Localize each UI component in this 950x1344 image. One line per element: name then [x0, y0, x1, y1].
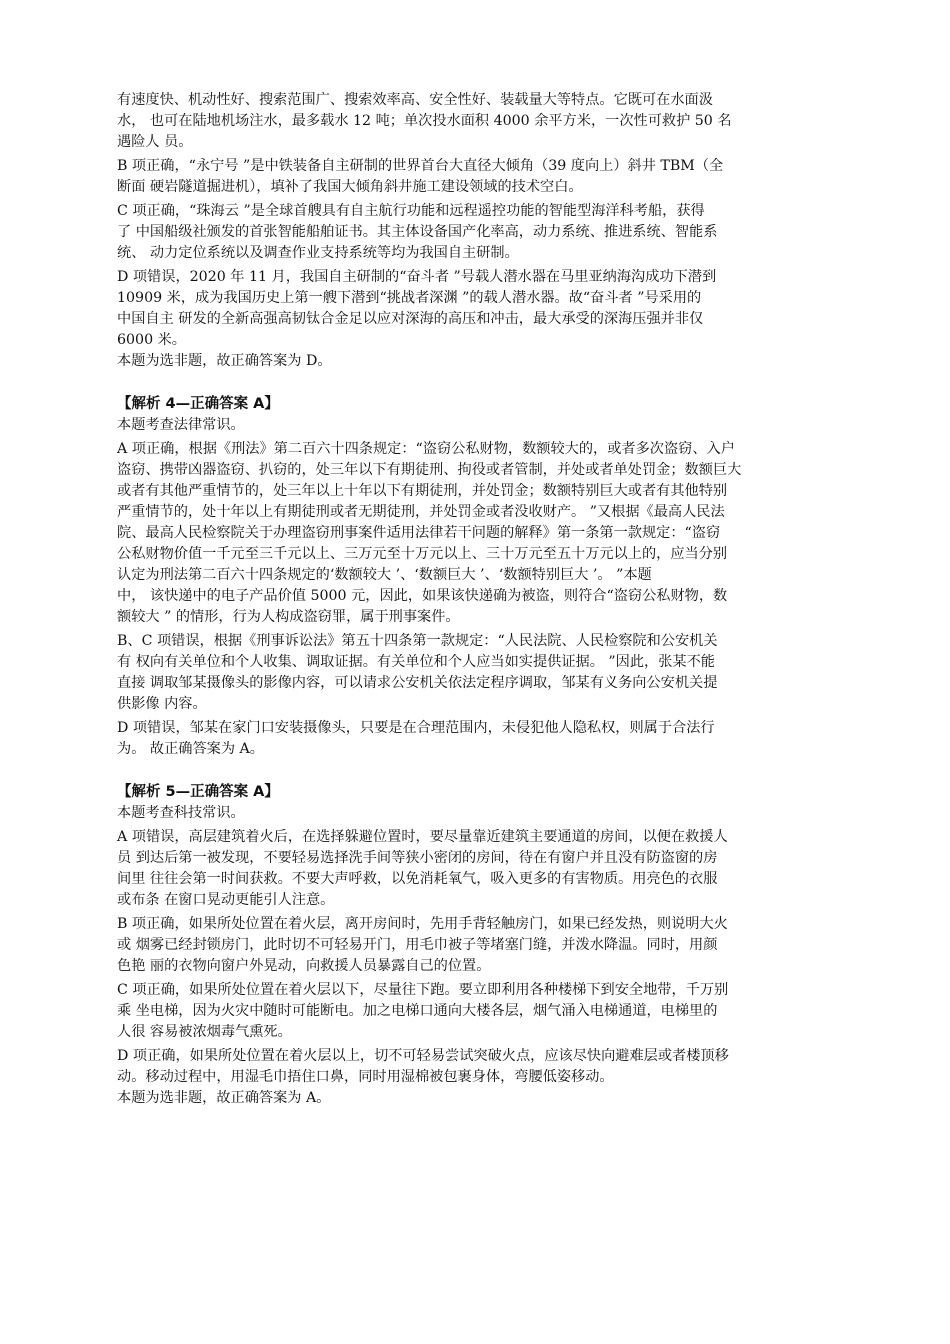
- section3-conclusion: 本题为选非题，故正确答案为 D。: [117, 353, 332, 369]
- text-line: A 项错误，高层建筑着火后，在选择躲避位置时，要尽量靠近建筑主要通道的房间，以便在救援人: [117, 829, 728, 845]
- text-line: 或布条 在窗口晃动更能引人注意。: [117, 892, 335, 908]
- paragraph-section3-b: [117, 156, 835, 198]
- paragraph-section4-d: [117, 718, 835, 760]
- text-line: 了 中国船级社颁发的首张智能船舶证书。其主体设备国产化率高，动力系统、推进系统、智能系: [117, 224, 718, 240]
- text-line: 水， 也可在陆地机场注水，最多载水 12 吨；单次投水面积 4000 余平方米，一次性可救护 50 名: [117, 113, 732, 129]
- text-line: B、C 项错误，根据《刑事诉讼法》第五十四条第一款规定：“人民法院、人民检察院和公安机关: [117, 633, 718, 649]
- section-gap: [117, 372, 835, 394]
- text-line: 遇险人 员。: [117, 134, 193, 150]
- section-gap: [117, 760, 835, 782]
- text-line: 统、 动力定位系统以及调查作业支持系统等均为我国自主研制。: [117, 245, 519, 261]
- text-line: 供影像 内容。: [117, 696, 207, 712]
- section4-heading: 【解析 4—正确答案 A】: [117, 396, 279, 412]
- text-line: D 项正确，如果所处位置在着火层以上，切不可轻易尝试突破火点，应该尽快向避难层或者楼顶移: [117, 1048, 729, 1064]
- section4-intro: 本题考查法律常识。: [117, 417, 245, 433]
- text-line: 员 到达后第一被发现，不要轻易选择洗手间等狭小密闭的房间，待在有窗户并且没有防盗窗的房: [117, 850, 718, 866]
- text-line: 院、最高人民检察院关于办理盗窃刑事案件适用法律若干问题的解释》第一条第一款规定：“盗窃: [117, 525, 721, 541]
- text-line: 色艳 丽的衣物向窗户外晃动，向救援人员暴露自己的位置。: [117, 958, 491, 974]
- paragraph-section4-a: [117, 439, 835, 628]
- document-page: [117, 90, 835, 1109]
- text-line: 中国自主 研发的全新高强高韧钛合金足以应对深海的高压和冲击，最大承受的深海压强并非仅: [117, 311, 704, 327]
- text-line: 或 烟雾已经封锁房门，此时切不可轻易开门，用毛巾被子等堵塞门缝，并泼水降温。同时，用颜: [117, 937, 718, 953]
- text-line: 断面 硬岩隧道掘进机），填补了我国大倾角斜井施工建设领域的技术空白。: [117, 179, 583, 195]
- text-line: 或者有其他严重情节的，处三年以上十年以下有期徒刑，并处罚金；数额特别巨大或者有其他特别: [117, 483, 728, 499]
- section5-heading: 【解析 5—正确答案 A】: [117, 784, 279, 800]
- text-line: 乘 坐电梯，因为火灾中随时可能断电。加之电梯口通向大楼各层，烟气涌入电梯通道，电梯里的: [117, 1003, 718, 1019]
- text-line: 有速度快、机动性好、搜索范围广、搜索效率高、安全性好、装载量大等特点。它既可在水面汲: [117, 92, 713, 108]
- text-line: C 项正确，“珠海云 ”是全球首艘具有自主航行功能和远程遥控功能的智能型海洋科考船，获得: [117, 203, 705, 219]
- text-line: 有 权向有关单位和个人收集、调取证据。有关单位和个人应当如实提供证据。 ”因此，张某不能: [117, 654, 715, 670]
- text-line: 直接 调取邹某摄像头的影像内容，可以请求公安机关依法定程序调取，邹某有义务向公安机关提: [117, 675, 718, 691]
- text-line: 为。 故正确答案为 A。: [117, 741, 264, 757]
- text-line: 严重情节的，处十年以上有期徒刑或者无期徒刑，并处罚金或者没收财产。 ”又根据《最高人民法: [117, 504, 725, 520]
- text-line: D 项错误，邹某在家门口安装摄像头，只要是在合理范围内，未侵犯他人隐私权，则属于合法行: [117, 720, 715, 736]
- paragraph-section5-a: [117, 827, 835, 911]
- paragraph-section3-a: [117, 90, 835, 153]
- text-line: A 项正确，根据《刑法》第二百六十四条规定：“盗窃公私财物，数额较大的，或者多次盗窃、入户: [117, 441, 735, 457]
- section5-conclusion: 本题为选非题，故正确答案为 A。: [117, 1090, 331, 1106]
- text-line: D 项错误，2020 年 11 月，我国自主研制的“奋斗者 ”号载人潜水器在马里亚纳海沟成功下潜到: [117, 269, 717, 285]
- text-line: 盗窃、携带凶器盗窃、扒窃的，处三年以下有期徒刑、拘役或者管制，并处或者单处罚金；数额巨大: [117, 462, 742, 478]
- text-line: C 项正确，如果所处位置在着火层以下，尽量往下跑。要立即利用各种楼梯下到安全地带，千万别: [117, 982, 729, 998]
- text-line: 额较大 ” 的情形，行为人构成盗窃罪，属于刑事案件。: [117, 609, 460, 625]
- paragraph-section4-bc: [117, 631, 835, 715]
- paragraph-section5-c: [117, 980, 835, 1043]
- text-line: 认定为刑法第二百六十四条规定的‘数额较大 ’、‘数额巨大 ’、‘数额特别巨大 ’。 ”本题: [117, 567, 652, 583]
- paragraph-section3-d: [117, 267, 835, 351]
- text-line: 中， 该快递中的电子产品价值 5000 元，因此，如果该快递确为被盗，则符合“盗窃公私财物，数: [117, 588, 728, 604]
- paragraph-section5-d: [117, 1046, 835, 1088]
- text-line: 公私财物价值一千元至三千元以上、三万元至十万元以上、三十万元至五十万元以上的，应当分别: [117, 546, 728, 562]
- text-line: 10909 米，成为我国历史上第一艘下潜到“挑战者深渊 ”的载人潜水器。故“奋斗者 ”号采用的: [117, 290, 702, 306]
- text-line: 间里 往往会第一时间获救。不要大声呼救，以免消耗氧气，吸入更多的有害物质。用亮色的衣服: [117, 871, 718, 887]
- section5-intro: 本题考查科技常识。: [117, 805, 245, 821]
- paragraph-section3-c: [117, 201, 835, 264]
- text-line: 6000 米。: [117, 332, 186, 348]
- paragraph-section5-b: [117, 914, 835, 977]
- text-line: 人很 容易被浓烟毒气熏死。: [117, 1024, 292, 1040]
- text-line: B 项正确，如果所处位置在着火层，离开房间时，先用手背轻触房门，如果已经发热，则说明大火: [117, 916, 728, 932]
- text-line: B 项正确，“永宁号 ”是中铁装备自主研制的世界首台大直径大倾角（39 度向上）斜井 TBM（全: [117, 158, 724, 174]
- text-line: 动。移动过程中，用湿毛巾捂住口鼻，同时用湿棉被包裹身体，弯腰低姿移动。: [117, 1069, 614, 1085]
